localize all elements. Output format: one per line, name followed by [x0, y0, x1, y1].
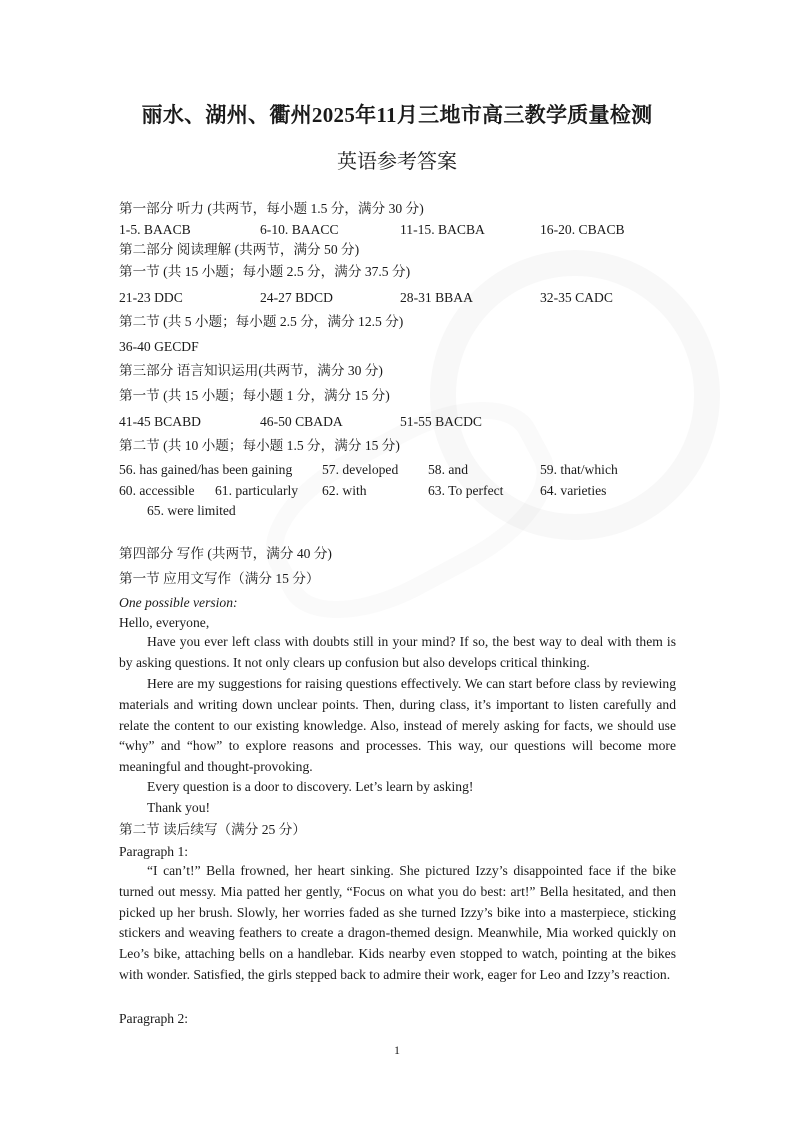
- document-title: 丽水、湖州、衢州2025年11月三地市高三教学质量检测: [141, 103, 653, 127]
- answer-group: 1-5. BAACB: [119, 222, 191, 237]
- answer-group: 16-20. CBACB: [540, 222, 625, 237]
- part3-section1-heading: 第一节 (共 15 小题；每小题 1 分，满分 15 分): [119, 388, 390, 403]
- document-subtitle: 英语参考答案: [337, 151, 457, 173]
- answer-group: 24-27 BDCD: [260, 290, 333, 305]
- continuation-paragraph: “I can’t!” Bella frowned, her heart sinking. She pictured Izzy’s disappointed face if the bike turned out messy. Mia patted her gently, “Focus on what you do best: art!” Bella hesitated, and then picked up her brush. Slowly, her worries faded as she turned Izzy’s bike into a masterpiece, sticking stickers and weaving feathers to create a dragon-themed design. Meanwhile, Mia worked quickly on Leo’s bike, attaching bells on a handlebar. Kids nearby even stopped to watch, pointing at the bikes with wonder. Satisfied, the girls stepped back to admire their work, eager for Leo and Izzy’s reaction.: [119, 863, 676, 982]
- answer-item: 59. that/which: [540, 462, 618, 477]
- essay-paragraph: Every question is a door to discovery. Let’s learn by asking!: [147, 779, 474, 794]
- part4-section1-heading: 第一节 应用文写作（满分 15 分）: [119, 571, 320, 586]
- essay-closing: Thank you!: [147, 800, 211, 815]
- answer-group: 51-55 BACDC: [400, 414, 482, 429]
- version-label: One possible version:: [119, 595, 238, 610]
- answer-group: 41-45 BCABD: [119, 414, 201, 429]
- answer-item: 63. To perfect: [428, 483, 504, 498]
- page-number: 1: [394, 1043, 400, 1057]
- answer-item: 56. has gained/has been gaining: [119, 462, 293, 477]
- answer-group: 6-10. BAACC: [260, 222, 339, 237]
- answer-group: 32-35 CADC: [540, 290, 613, 305]
- answer-item: 62. with: [322, 483, 367, 498]
- letter-greeting: Hello, everyone,: [119, 615, 210, 630]
- paragraph1-label: Paragraph 1:: [119, 844, 189, 859]
- part4-heading: 第四部分 写作 (共两节，满分 40 分): [119, 546, 332, 561]
- part2-section2-heading: 第二节 (共 5 小题；每小题 2.5 分，满分 12.5 分): [119, 314, 404, 329]
- answer-item: 58. and: [428, 462, 469, 477]
- answer-item: 60. accessible: [119, 483, 195, 498]
- answer-group: 46-50 CBADA: [260, 414, 343, 429]
- part3-heading: 第三部分 语言知识运用(共两节，满分 30 分): [119, 363, 383, 378]
- part1-heading: 第一部分 听力 (共两节，每小题 1.5 分，满分 30 分): [119, 201, 424, 216]
- answer-group: 21-23 DDC: [119, 290, 183, 305]
- essay-paragraph: Have you ever left class with doubts still in your mind? If so, the best way to deal with them is by asking questions. It not only clears up confusion but also develops critical thinking.: [119, 634, 676, 670]
- answer-group: 11-15. BACBA: [400, 222, 485, 237]
- essay-paragraph: Here are my suggestions for raising questions effectively. We can start before class by reviewing materials and writing down unclear points. Then, during class, it’s important to listen carefully and relate the content to our existing knowledge. Also, instead of merely asking for facts, we should use “why” and “how” to explore reasons and processes. This way, our questions will become more meaningful and thought-provoking.: [119, 676, 676, 775]
- part4-section2-heading: 第二节 读后续写（满分 25 分）: [119, 822, 306, 837]
- answer-item: 61. particularly: [215, 483, 299, 498]
- answer-item: 65. were limited: [147, 503, 236, 518]
- answer-group: 36-40 GECDF: [119, 339, 199, 354]
- part2-heading: 第二部分 阅读理解 (共两节，满分 50 分): [119, 242, 360, 257]
- answer-item: 64. varieties: [540, 483, 607, 498]
- paragraph2-label: Paragraph 2:: [119, 1011, 189, 1026]
- answer-group: 28-31 BBAA: [400, 290, 473, 305]
- part3-section2-heading: 第二节 (共 10 小题；每小题 1.5 分，满分 15 分): [119, 438, 400, 453]
- answer-item: 57. developed: [322, 462, 399, 477]
- part2-section1-heading: 第一节 (共 15 小题；每小题 2.5 分，满分 37.5 分): [119, 264, 411, 279]
